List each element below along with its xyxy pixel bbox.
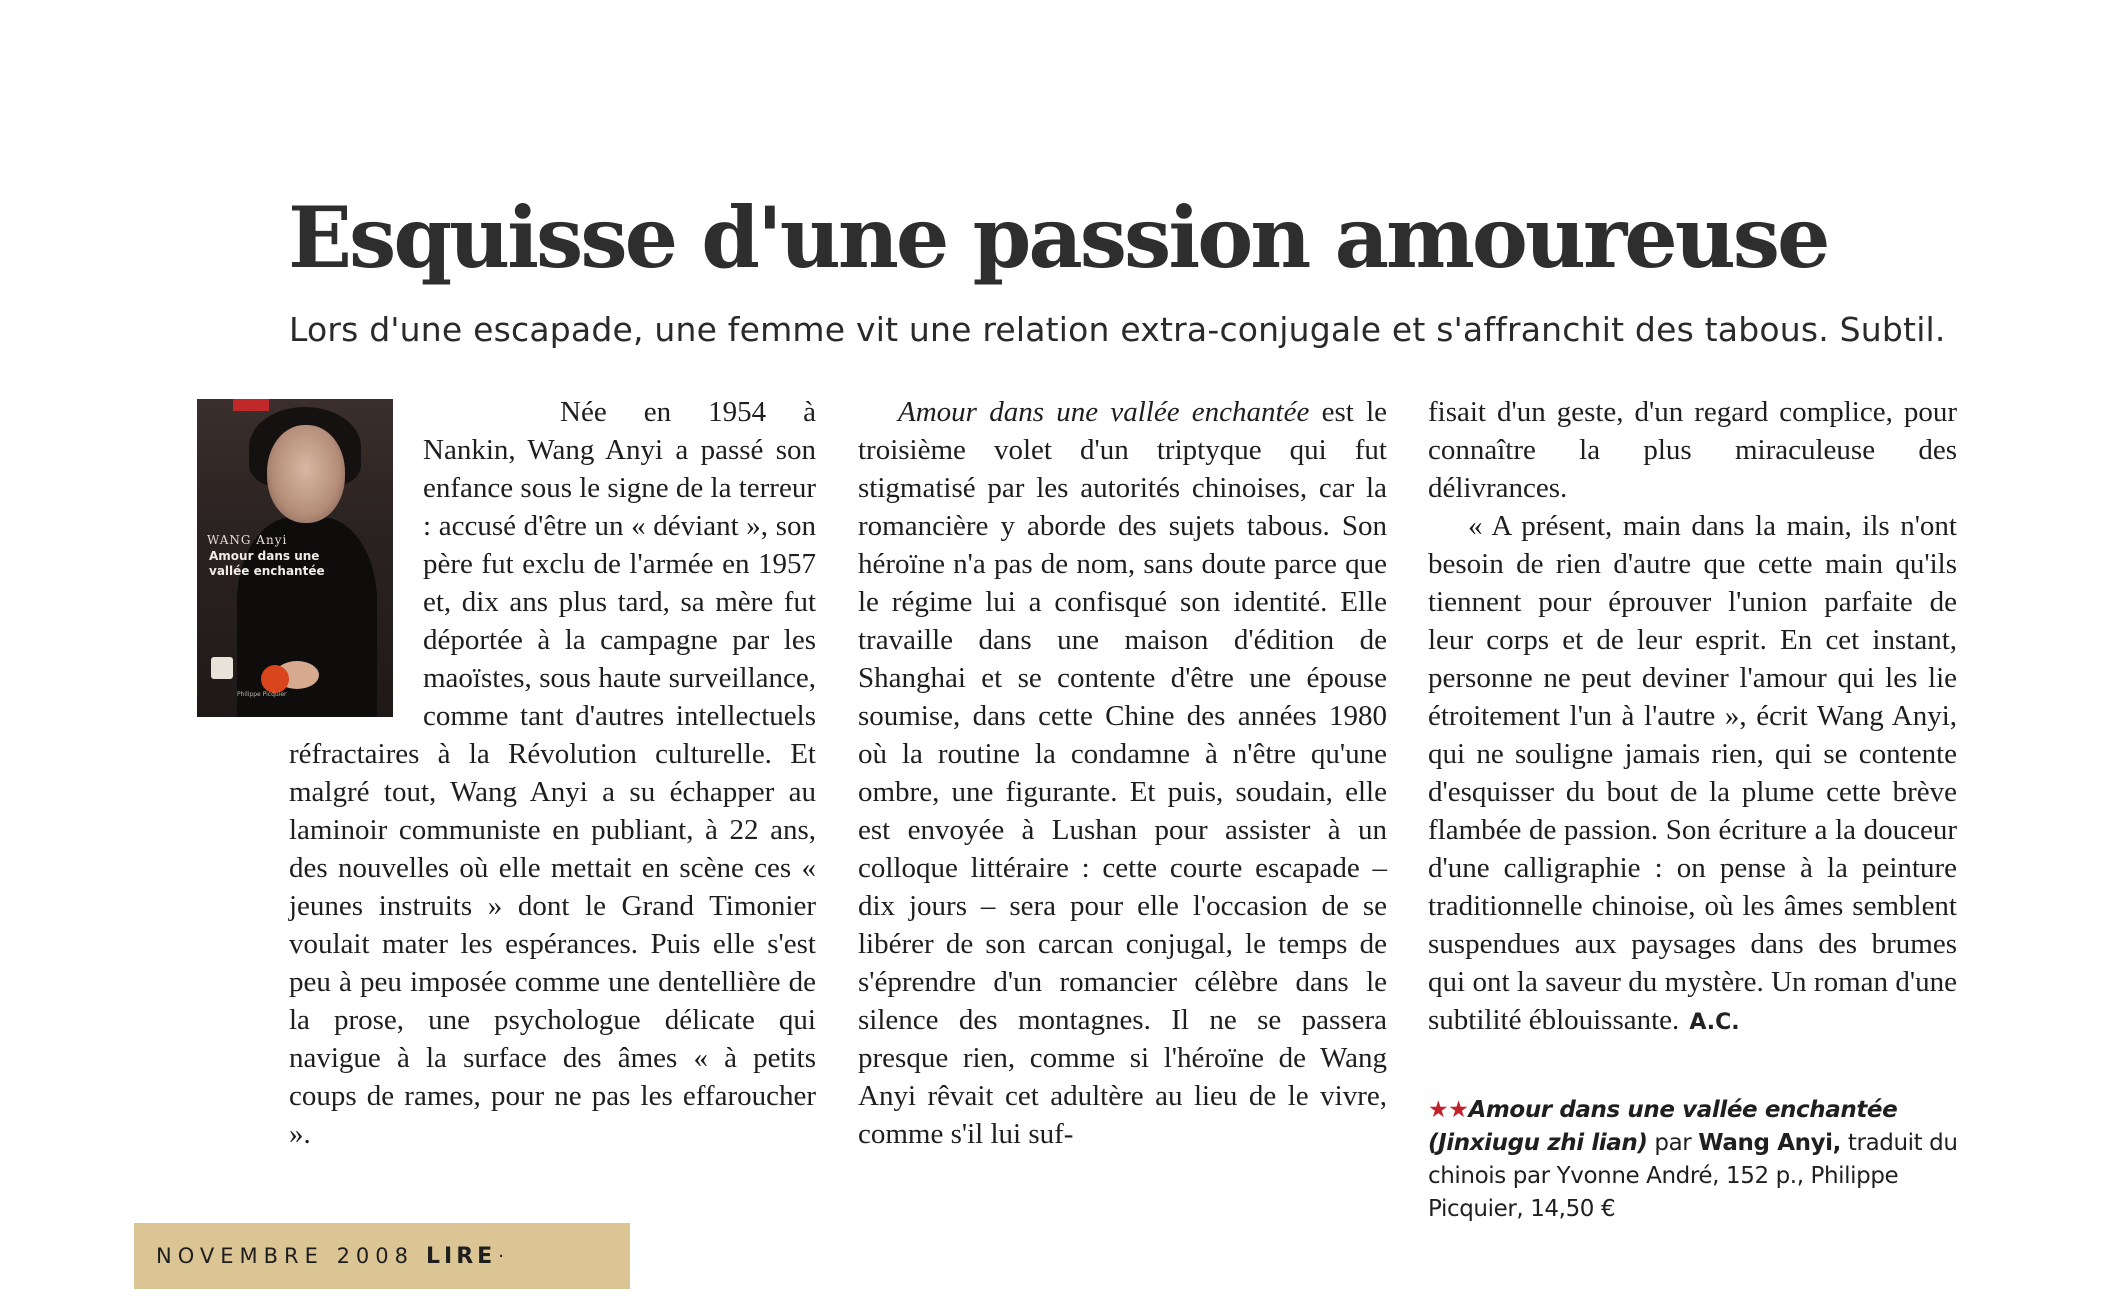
article-column-3: [1428, 393, 1957, 1042]
paragraph-3: fisait d'un geste, d'un regard complice, pour connaître la plus miraculeuse des délivrances.: [1428, 396, 1957, 504]
rating-stars-icon: ★★: [1428, 1097, 1469, 1123]
paragraph-2: [858, 393, 1387, 1153]
cover-orange: [261, 665, 289, 693]
standfirst: Lors d'une escapade, une femme vit une relation extra-conjugale et s'affranchit des tabous. Subtil.: [289, 310, 1946, 349]
article-column-2: [858, 393, 1387, 1153]
footer-band: [134, 1223, 630, 1289]
paragraph-4-text: « A présent, main dans la main, ils n'ont besoin de rien d'autre que cette main qu'ils tiennent pour éprouver l'union parfaite de leur corps et de leur esprit. En cet instant, personne ne peut deviner l'amour qui les lie étroitement l'un à l'autre », écrit Wang Anyi, qui ne souligne jamais rien, qui se contente d'esquisser du bout de la plume cette brève flambée de passion. Son écriture a la douceur d'une calligraphie : on pense à la peinture traditionnelle chinoise, où les âmes semblent suspendues aux paysages dans des brumes qui ont la saveur du mystère. Un roman d'une subtilité éblouissante.: [1428, 510, 1957, 1036]
paragraph-2-text: est le troisième volet d'un triptyque qui fut stigmatisé par les autorités chinoises, car la romancière y aborde des sujets tabous. Son héroïne n'a pas de nom, sans doute parce que le régime lui a confisqué son identité. Elle travaille dans une maison d'édition de Shanghai et se contente d'être une épouse soumise, dans cette Chine des années 1980 où la routine la condamne à n'être qu'une ombre, une figurante. Et puis, soudain, elle est envoyée à Lushan pour assister à un colloque littéraire : cette courte escapade – dix jours – sera pour elle l'occasion de se libérer de son carcan conjugal, le temps de s'éprendre d'un romancier célèbre dans le silence des montagnes. Il ne se passera presque rien, comme si l'héroïne de Wang Anyi rêvait cet adultère au lieu de le vivre, comme s'il lui suf-: [858, 396, 1387, 1150]
footer-dot: ·: [498, 1245, 504, 1267]
magazine-name: LIRE: [426, 1243, 497, 1269]
paragraph-1: Née en 1954 à Nankin, Wang Anyi a passé son enfance sous le signe de la terreur : accusé d'être un « déviant », son père fut exclu de l'armée en 1957 et, dix ans plus tard, sa mère fut déportée à la campagne par les maoïstes, sous haute surveillance, comme tant d'autres intellectuels réfractaires à la Révolution culturelle. Et malgré tout, Wang Anyi a su échapper au laminoir communiste en publiant, à 22 ans, des nouvelles où elle mettait en scène ces « jeunes instruits » dont le Grand Timonier voulait mater les espérances. Puis elle s'est peu à peu imposée comme une dentellière de la prose, une psychologue délicate qui navigue à la surface des âmes « à petits coups de rames, pour ne pas les effaroucher ».: [289, 396, 816, 1150]
reference-book-title: Amour dans une vallée enchantée (Jinxiugu zhi lian): [1428, 1097, 1898, 1156]
reference-by: par: [1647, 1130, 1699, 1156]
cover-author: WANG Anyi: [207, 533, 288, 547]
cover-title: Amour dans une vallée enchantée: [209, 549, 325, 578]
headline: Esquisse d'une passion amoureuse: [288, 188, 1828, 287]
book-reference: [1428, 1094, 1958, 1226]
author-initials: A.C.: [1689, 1010, 1740, 1035]
cover-publisher: Philippe Picquier: [237, 691, 287, 698]
article-column-1: [289, 393, 816, 1153]
paragraph-4: [1428, 507, 1957, 1042]
reference-details: traduit du chinois par Yvonne André, 152 p., Philippe Picquier, 14,50 €: [1428, 1130, 1958, 1222]
book-title-inline: Amour dans une vallée enchantée: [898, 396, 1310, 428]
publisher-logo-icon: [211, 657, 233, 679]
cover-wrap-space: [289, 393, 423, 728]
reference-author: Wang Anyi,: [1698, 1130, 1841, 1156]
cover-red-tab: [233, 399, 269, 411]
issue-date: NOVEMBRE 2008: [156, 1244, 415, 1268]
